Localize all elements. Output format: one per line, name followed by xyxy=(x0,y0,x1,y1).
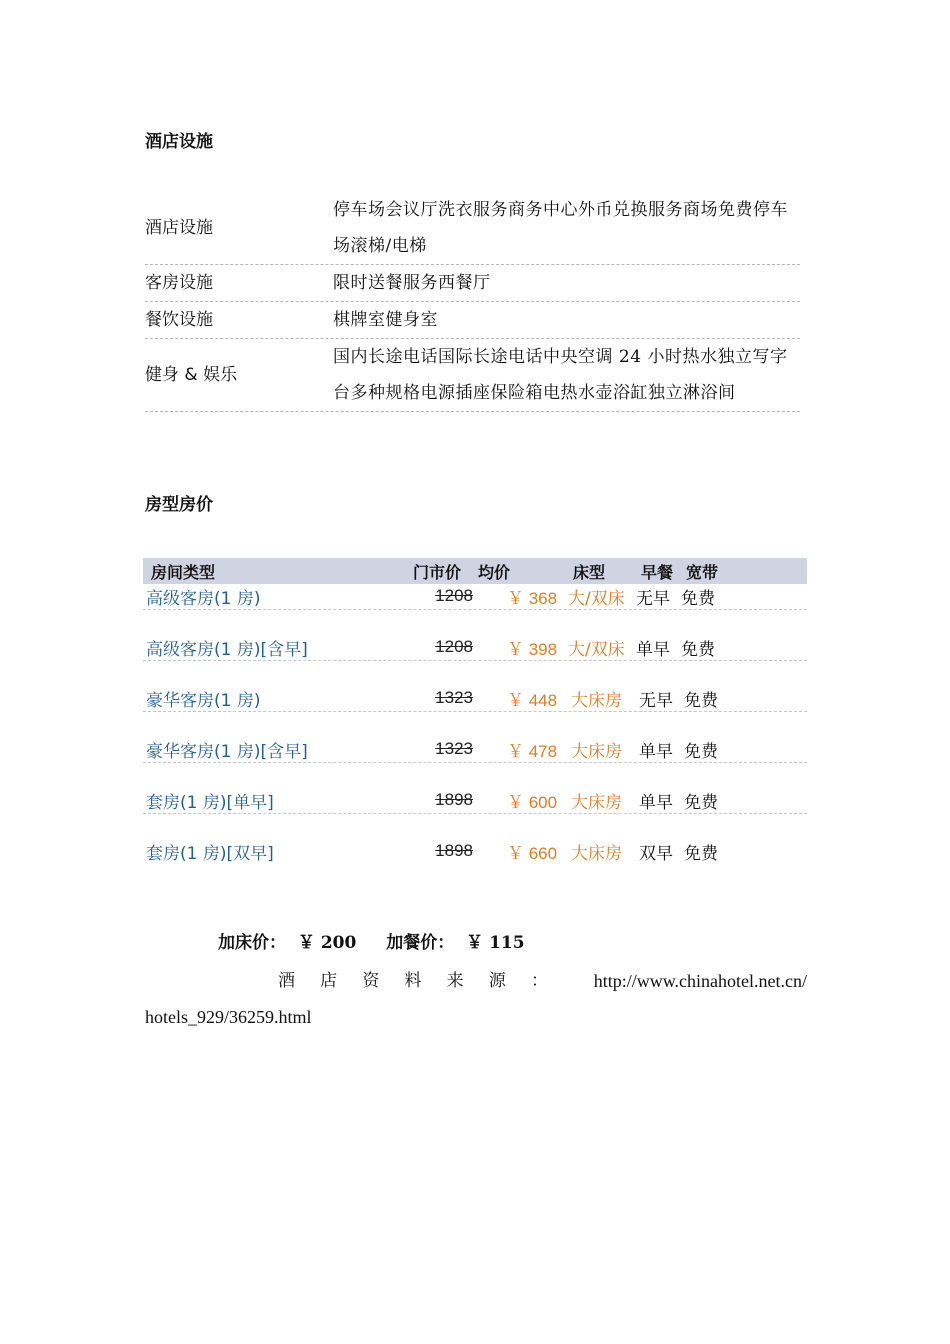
facility-label: 餐饮设施 xyxy=(145,310,213,330)
room-row xyxy=(143,635,807,686)
facility-label: 健身 & 娱乐 xyxy=(145,365,238,385)
broadband: 免费 xyxy=(681,588,715,609)
header-broadband: 宽带 xyxy=(686,562,719,582)
list-price: 1898 xyxy=(435,790,473,809)
room-name-link[interactable]: 套房(1 房)[单早] xyxy=(146,792,274,813)
source-url-part1[interactable]: http://www.chinahotel.net.cn/ xyxy=(593,971,807,991)
header-avg-price: 均价 xyxy=(478,562,511,582)
list-price: 1208 xyxy=(435,637,473,656)
facility-row xyxy=(145,192,800,265)
facility-value: 限时送餐服务西餐厅 xyxy=(333,273,491,293)
source-char: 来 xyxy=(446,971,464,991)
extra-meal-label: 加餐价： xyxy=(386,933,455,953)
broadband: 免费 xyxy=(684,792,718,813)
avg-price: ￥ 660 xyxy=(507,843,558,863)
broadband: 免费 xyxy=(684,843,718,864)
bed-type: 大床房 xyxy=(571,792,622,813)
avg-price: ￥ 368 xyxy=(507,588,558,608)
avg-price: ￥ 398 xyxy=(507,639,558,659)
breakfast: 无早 xyxy=(639,690,673,711)
room-name-link[interactable]: 豪华客房(1 房) xyxy=(146,690,261,711)
header-room-type: 房间类型 xyxy=(151,562,216,582)
facility-row xyxy=(145,265,800,302)
room-row xyxy=(143,686,807,737)
source-char: 源 xyxy=(488,971,506,991)
room-row xyxy=(143,788,807,839)
room-price-table xyxy=(143,558,807,890)
breakfast: 单早 xyxy=(639,792,673,813)
facility-row xyxy=(145,339,800,412)
source-char: 酒 xyxy=(278,971,295,991)
avg-price: ￥ 448 xyxy=(507,690,558,710)
list-price: 1323 xyxy=(435,739,473,758)
room-name-link[interactable]: 高级客房(1 房)[含早] xyxy=(146,639,308,660)
room-row xyxy=(143,584,807,635)
bed-type: 大床房 xyxy=(571,843,622,864)
facility-value: 国内长途电话国际长途电话中央空调 24 小时热水独立写字台多种规格电源插座保险箱电热水壶浴缸独立淋浴间 xyxy=(333,347,788,403)
extra-bed-label: 加床价： xyxy=(218,933,286,953)
room-name-link[interactable]: 套房(1 房)[双早] xyxy=(146,843,274,864)
bed-type: 大床房 xyxy=(571,741,622,762)
room-table-header xyxy=(143,558,807,584)
room-name-link[interactable]: 高级客房(1 房) xyxy=(146,588,261,609)
bed-type: 大床房 xyxy=(571,690,622,711)
facilities-table xyxy=(145,192,800,412)
facility-value: 棋牌室健身室 xyxy=(333,310,438,330)
source-char: 店 xyxy=(320,971,338,991)
section-title-facilities: 酒店设施 xyxy=(145,132,213,152)
facility-label: 客房设施 xyxy=(145,273,213,293)
facility-label: 酒店设施 xyxy=(145,218,213,238)
source-char: 资 xyxy=(362,971,380,991)
source-label xyxy=(278,963,548,999)
extra-meal-price: ￥ 115 xyxy=(466,933,525,953)
room-row xyxy=(143,839,807,890)
facility-row xyxy=(145,302,800,339)
broadband: 免费 xyxy=(684,741,718,762)
bed-type: 大/双床 xyxy=(568,588,625,609)
facility-value: 停车场会议厅洗衣服务商务中心外币兑换服务商场免费停车场滚梯/电梯 xyxy=(333,200,788,256)
avg-price: ￥ 478 xyxy=(507,741,558,761)
source-note xyxy=(145,963,807,1035)
room-name-link[interactable]: 豪华客房(1 房)[含早] xyxy=(146,741,308,762)
source-char: 料 xyxy=(404,971,422,991)
bed-type: 大/双床 xyxy=(568,639,625,660)
breakfast: 单早 xyxy=(639,741,673,762)
source-url-part2[interactable]: hotels_929/36259.html xyxy=(145,1007,312,1027)
header-list-price: 门市价 xyxy=(413,562,462,582)
breakfast: 无早 xyxy=(636,588,670,609)
source-char: ： xyxy=(530,971,548,991)
broadband: 免费 xyxy=(684,690,718,711)
room-row xyxy=(143,737,807,788)
list-price: 1323 xyxy=(435,688,473,707)
header-bed-type: 床型 xyxy=(573,562,606,582)
list-price: 1208 xyxy=(435,586,473,605)
section-title-room-prices: 房型房价 xyxy=(145,495,213,515)
broadband: 免费 xyxy=(681,639,715,660)
header-breakfast: 早餐 xyxy=(641,562,674,582)
extra-prices xyxy=(218,928,531,953)
avg-price: ￥ 600 xyxy=(507,792,558,812)
list-price: 1898 xyxy=(435,841,473,860)
breakfast: 单早 xyxy=(636,639,670,660)
breakfast: 双早 xyxy=(639,843,673,864)
extra-bed-price: ￥ 200 xyxy=(297,933,357,953)
